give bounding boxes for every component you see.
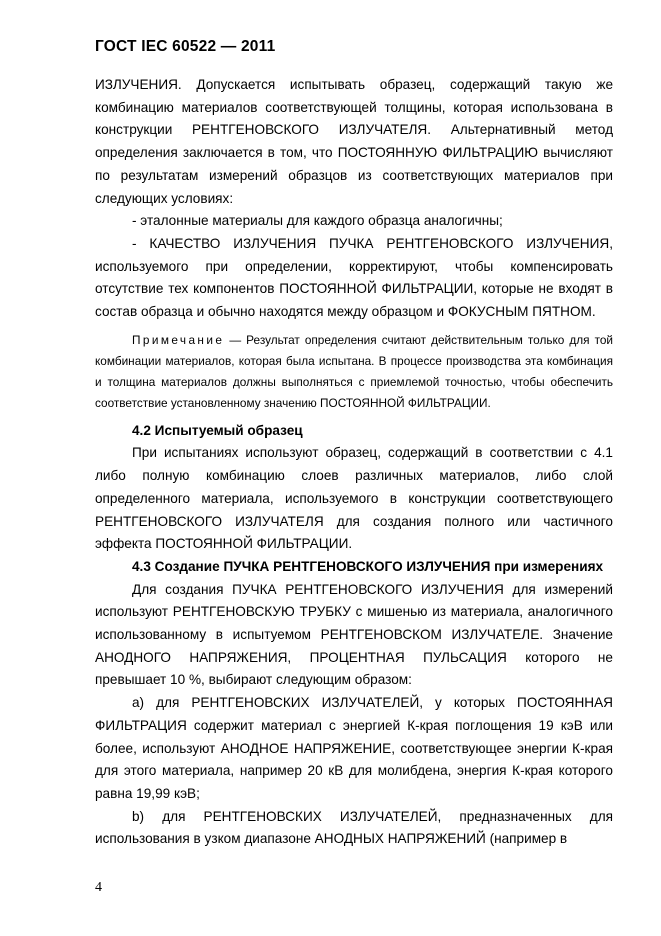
list-item-reference-materials: - эталонные материалы для каждого образца аналогичны; <box>132 213 503 229</box>
section-heading-4-3: 4.3 Создание ПУЧКА РЕНТГЕНОВСКОГО ИЗЛУЧЕНИЯ при измерениях <box>132 558 604 574</box>
document-header: ГОСТ IEC 60522 — 2011 <box>95 38 276 55</box>
note-block <box>95 330 613 414</box>
document-body <box>95 74 613 851</box>
paragraph-continuation: ИЗЛУЧЕНИЯ. Допускается испытывать образец, содержащий такую же комбинацию материалов соответствующей толщины, которая использована в конструкции РЕНТГЕНОВСКОГО ИЗЛУЧАТЕЛЯ. Альтернативный метод определения заключается в том, что ПОСТОЯННУЮ ФИЛЬТРАЦИЮ вычисляют по результатам измерений образцов из соответствующих материалов при следующих условиях: <box>95 77 613 206</box>
note-label: Примечание <box>132 332 225 347</box>
section-heading-4-2: 4.2 Испытуемый образец <box>132 422 303 438</box>
list-item-b: b) для РЕНТГЕНОВСКИХ ИЗЛУЧАТЕЛЕЙ, предназначенных для использования в узком диапазоне АНОДНЫХ НАПРЯЖЕНИЙ (например в <box>95 808 613 847</box>
page-number: 4 <box>95 880 102 895</box>
note-text: — Результат определения считают действительным только для той комбинации материалов, которая была испытана. В процессе производства эта комбинация и толщина материалов должны выполняться с приемлемой точностью, чтобы обеспечить соответствие установленному значению ПОСТОЯННОЙ ФИЛЬТРАЦИИ. <box>95 332 613 410</box>
list-item-a: a) для РЕНТГЕНОВСКИХ ИЗЛУЧАТЕЛЕЙ, у которых ПОСТОЯННАЯ ФИЛЬТРАЦИЯ содержит материал с энергией К-края поглощения 19 кэВ или более, используют АНОДНОЕ НАПРЯЖЕНИЕ, соответствующее энергии К-края для этого материала, например 20 кВ для молибдена, энергия К-края которого равна 19,99 кэВ; <box>95 695 613 801</box>
list-item-radiation-quality: - КАЧЕСТВО ИЗЛУЧЕНИЯ ПУЧКА РЕНТГЕНОВСКОГО ИЗЛУЧЕНИЯ, используемого при определении, корректируют, чтобы компенсировать отсутствие тех компонентов ПОСТОЯННОЙ ФИЛЬТРАЦИИ, которые не входят в состав образца и обычно находятся между образцом и ФОКУСНЫМ ПЯТНОМ. <box>95 235 613 320</box>
paragraph-4-3: Для создания ПУЧКА РЕНТГЕНОВСКОГО ИЗЛУЧЕНИЯ для измерений используют РЕНТГЕНОВСКУЮ ТРУБКУ с мишенью из материала, аналогичного использованному в испытуемом РЕНТГЕНОВСКОМ ИЗЛУЧАТЕЛЕ. Значение АНОДНОГО НАПРЯЖЕНИЯ, ПРОЦЕНТНАЯ ПУЛЬСАЦИЯ которого не превышает 10 %, выбирают следующим образом: <box>95 581 613 688</box>
paragraph-4-2: При испытаниях используют образец, содержащий в соответствии с 4.1 либо полную комбинацию слоев различных материалов, либо слой определенного материала, используемого в конструкции соответствующего РЕНТГЕНОВСКОГО ИЗЛУЧАТЕЛЯ для создания полного или частичного эффекта ПОСТОЯННОЙ ФИЛЬТРАЦИИ. <box>95 445 613 552</box>
